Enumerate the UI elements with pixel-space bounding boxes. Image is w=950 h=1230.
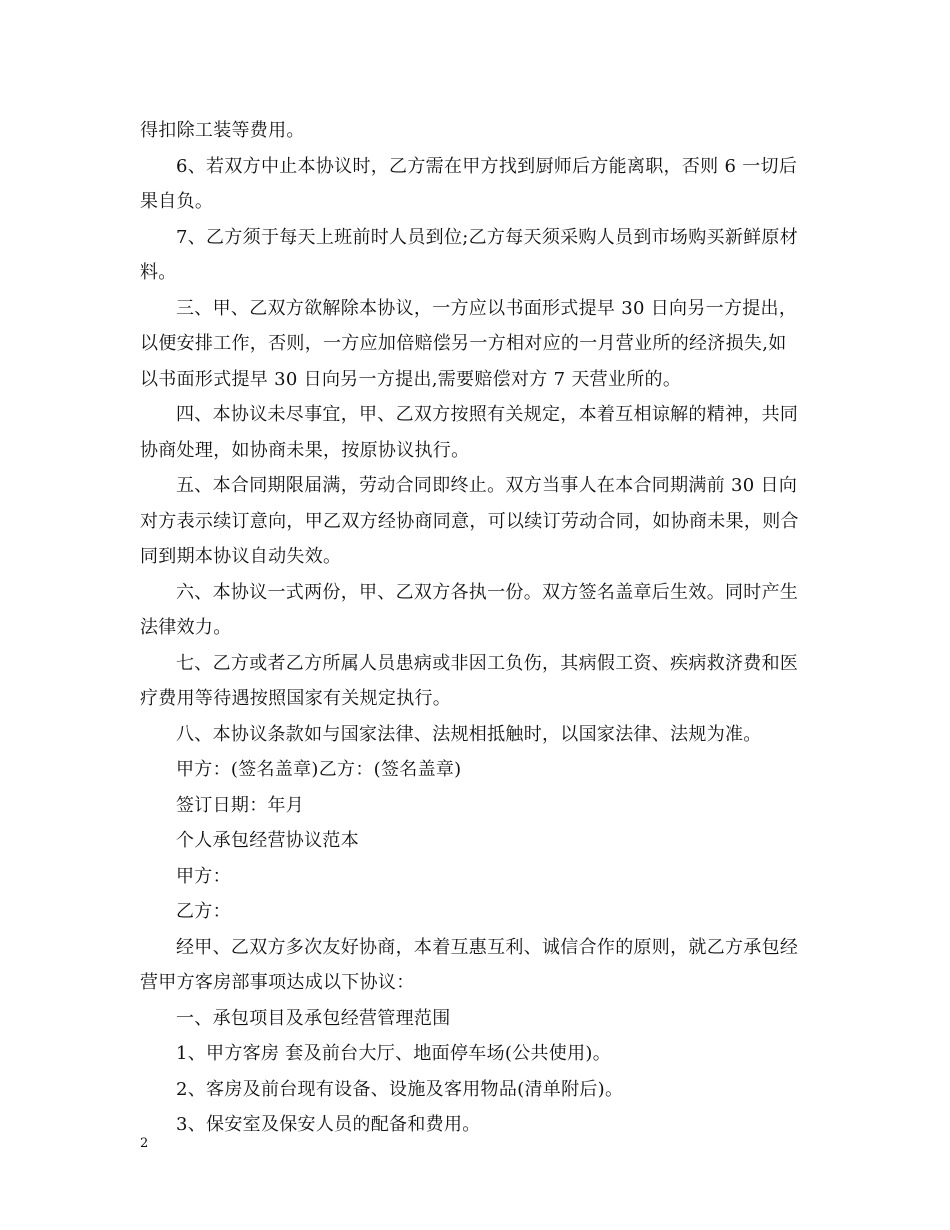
- signature-line: 甲方：(签名盖章)乙方：(签名盖章): [176, 759, 462, 780]
- text-line: 法律效力。: [140, 617, 232, 638]
- text-line: 对方表示续订意向，甲乙双方经协商同意，可以续订劳动合同，如协商未果，则合: [140, 510, 799, 532]
- text-line: 三、甲、乙双方欲解除本协议，一方应以书面形式提早 30 日向另一方提出，: [176, 297, 798, 319]
- text-line: 3、保安室及保安人员的配备和费用。: [176, 1114, 481, 1135]
- text-line: 料。: [140, 262, 177, 283]
- text-line: 同到期本协议自动失效。: [140, 546, 342, 567]
- text-line: 经甲、乙双方多次友好协商，本着互惠互利、诚信合作的原则，就乙方承包经: [176, 936, 799, 958]
- page-number: 2: [140, 1136, 149, 1151]
- text-line: 五、本合同期限届满，劳动合同即终止。双方当事人在本合同期满前 30 日向: [176, 475, 798, 496]
- text-line: 营甲方客房部事项达成以下协议：: [140, 972, 415, 993]
- text-line: 6、若双方中止本协议时，乙方需在甲方找到厨师后方能离职，否则 6 一切后: [176, 155, 798, 177]
- text-line: 一、承包项目及承包经营管理范围: [176, 1007, 451, 1029]
- text-line: 疗费用等待遇按照国家有关规定执行。: [140, 688, 452, 709]
- section-title: 个人承包经营协议范本: [176, 830, 359, 851]
- text-line: 七、乙方或者乙方所属人员患病或非因工负伤，其病假工资、疾病救济费和医: [176, 652, 799, 674]
- text-line: 四、本协议未尽事宜，甲、乙双方按照有关规定，本着互相谅解的精神，共同: [176, 404, 799, 425]
- text-line: 2、客房及前台现有设备、设施及客用物品(清单附后)。: [176, 1078, 624, 1100]
- text-line: 以便安排工作，否则，一方应加倍赔偿另一方相对应的一月营业所的经济损失,如: [140, 333, 787, 354]
- text-line: 协商处理，如协商未果，按原协议执行。: [140, 439, 470, 461]
- text-line: 7、乙方须于每天上班前时人员到位;乙方每天须采购人员到市场购买新鲜原材: [176, 226, 799, 248]
- text-line: 以书面形式提早 30 日向另一方提出,需要赔偿对方 7 天营业所的。: [140, 368, 682, 390]
- party-b-line: 乙方：: [176, 901, 231, 922]
- text-line: 1、甲方客房 套及前台大厅、地面停车场(公共使用)。: [176, 1043, 612, 1064]
- party-a-line: 甲方：: [176, 865, 231, 887]
- document-body: [140, 113, 812, 1143]
- signing-date-line: 签订日期：年月: [176, 794, 305, 816]
- text-line: 八、本协议条款如与国家法律、法规相抵触时，以国家法律、法规为准。: [176, 723, 762, 745]
- text-line: 果自负。: [140, 191, 214, 212]
- text-line: 得扣除工装等费用。: [140, 120, 305, 141]
- text-line: 六、本协议一式两份，甲、乙双方各执一份。双方签名盖章后生效。同时产生: [176, 581, 799, 603]
